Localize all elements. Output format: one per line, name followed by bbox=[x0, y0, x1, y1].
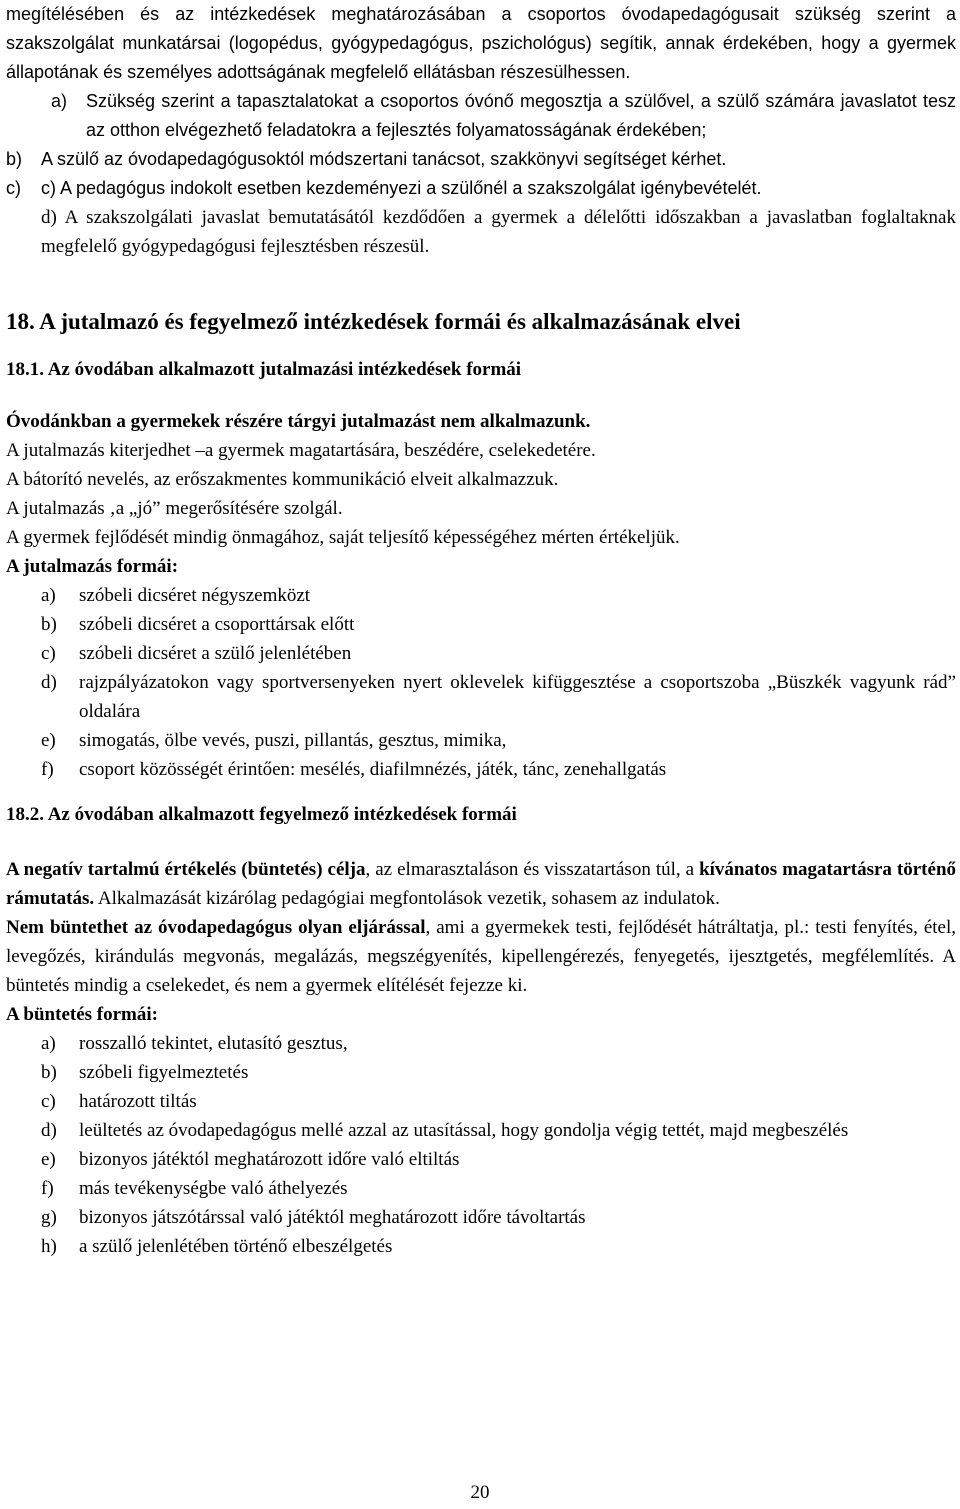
document-page bbox=[6, 0, 956, 1261]
list-item: b) szóbeli dicséret a csoporttársak előtt bbox=[41, 614, 355, 635]
item-c-label: c) bbox=[6, 178, 21, 198]
punish-forms-title: A büntetés formái: bbox=[6, 1004, 158, 1025]
forbidden-punishment-paragraph: Nem büntethet az óvodapedagógus olyan eljárással, ami a gyermekek testi, fejlődését hátráltatja, pl.: testi fenyítés, étel, levegőzés, kirándulás megvonás, megalázás, megszégyenítés, kipellengérezés, fenyegetés, ijesztgetés, megfélemlítés. A büntetés mindig a cselekedet, és nem a gyermek elítélését fejezze ki. bbox=[6, 917, 957, 996]
item-b-text: A szülő az óvodapedagógusoktól módszertani tanácsot, szakkönyvi segítséget kérhet. bbox=[41, 149, 727, 169]
punish-forms-list bbox=[6, 1029, 956, 1261]
list-item: d) rajzpályázatokon vagy sportversenyeken nyert oklevelek kifüggesztése a csoportszoba „Büszkék vagyunk rád” oldalára bbox=[41, 672, 956, 722]
item-a-label: a) bbox=[51, 91, 68, 111]
reward-line-3: A jutalmazás ‚a „jó” megerősítésére szolgál. bbox=[6, 498, 343, 519]
list-item: c) határozott tiltás bbox=[41, 1091, 197, 1112]
list-item: e) simogatás, ölbe vevés, puszi, pillantás, gesztus, mimika, bbox=[41, 730, 507, 751]
reward-line-4: A gyermek fejlődését mindig önmagához, saját teljesítő képességéhez mérten értékeljük. bbox=[6, 527, 680, 548]
list-item: c) szóbeli dicséret a szülő jelenlétében bbox=[41, 643, 352, 664]
reward-forms-title: A jutalmazás formái: bbox=[6, 556, 179, 577]
section-18-title: 18. A jutalmazó és fegyelmező intézkedések formái és alkalmazásának elvei bbox=[6, 309, 741, 334]
punishment-purpose-paragraph: A negatív tartalmú értékelés (büntetés) célja, az elmarasztaláson és visszatartáson túl, a kívánatos magatartásra történő rámutatás. Alkalmazását kizárólag pedagógiai megfontolások vezetik, sohasem az indulatok. bbox=[6, 859, 957, 909]
page-number: 20 bbox=[470, 1482, 490, 1503]
section-18-1-title: 18.1. Az óvodában alkalmazott jutalmazási intézkedések formái bbox=[6, 359, 522, 380]
list-item: a) szóbeli dicséret négyszemközt bbox=[41, 585, 311, 606]
item-d: d) A szakszolgálati javaslat bemutatásától kezdődően a gyermek a délelőtti időszakban a javaslatban foglaltaknak megfelelő gyógypedagógusi fejlesztésben részesül. bbox=[41, 207, 956, 257]
list-item: e) bizonyos játéktól meghatározott időre való eltiltás bbox=[41, 1149, 460, 1170]
list-item: f) csoport közösségét érintően: mesélés, diafilmnézés, játék, tánc, zenehallgatás bbox=[41, 759, 667, 780]
list-item: h) a szülő jelenlétében történő elbeszélgetés bbox=[41, 1236, 393, 1257]
list-item: g) bizonyos játszótárssal való játéktól meghatározott időre távoltartás bbox=[41, 1207, 586, 1228]
no-material-reward-line: Óvodánkban a gyermekek részére tárgyi jutalmazást nem alkalmazunk. bbox=[6, 411, 591, 432]
section-18-2-title: 18.2. Az óvodában alkalmazott fegyelmező intézkedések formái bbox=[6, 804, 517, 825]
reward-line-2: A bátorító nevelés, az erőszakmentes kommunikáció elveit alkalmazzuk. bbox=[6, 469, 559, 490]
item-b-label: b) bbox=[6, 149, 23, 169]
list-item: d) leültetés az óvodapedagógus mellé azzal az utasítással, hogy gondolja végig tettét, majd megbeszélés bbox=[41, 1120, 849, 1141]
list-item: f) más tevékenységbe való áthelyezés bbox=[41, 1178, 348, 1199]
list-item: a) rosszalló tekintet, elutasító gesztus, bbox=[41, 1033, 348, 1054]
item-a bbox=[6, 87, 956, 145]
intro-paragraph: megítélésében és az intézkedések meghatározásában a csoportos óvodapedagógusait szükség szerint a szakszolgálat munkatársai (logopédus, gyógypedagógus, pszichológus) segítik, annak érdekében, hogy a gyermek állapotának és személyes adottságának megfelelő ellátásban részesülhessen. bbox=[6, 4, 956, 82]
reward-forms-list bbox=[6, 581, 956, 784]
item-a-text: Szükség szerint a tapasztalatokat a csoportos óvónő megosztja a szülővel, a szülő számára javaslatot tesz az otthon elvégezhető feladatokra a fejlesztés folyamatosságának érdekében; bbox=[86, 91, 956, 140]
item-b bbox=[6, 145, 956, 174]
list-item: b) szóbeli figyelmeztetés bbox=[41, 1062, 249, 1083]
item-c bbox=[6, 174, 956, 203]
reward-line-1: A jutalmazás kiterjedhet –a gyermek magatartására, beszédére, cselekedetére. bbox=[6, 440, 596, 461]
item-c-text: c) A pedagógus indokolt esetben kezdeményezi a szülőnél a szakszolgálat igénybevételét. bbox=[41, 178, 762, 198]
